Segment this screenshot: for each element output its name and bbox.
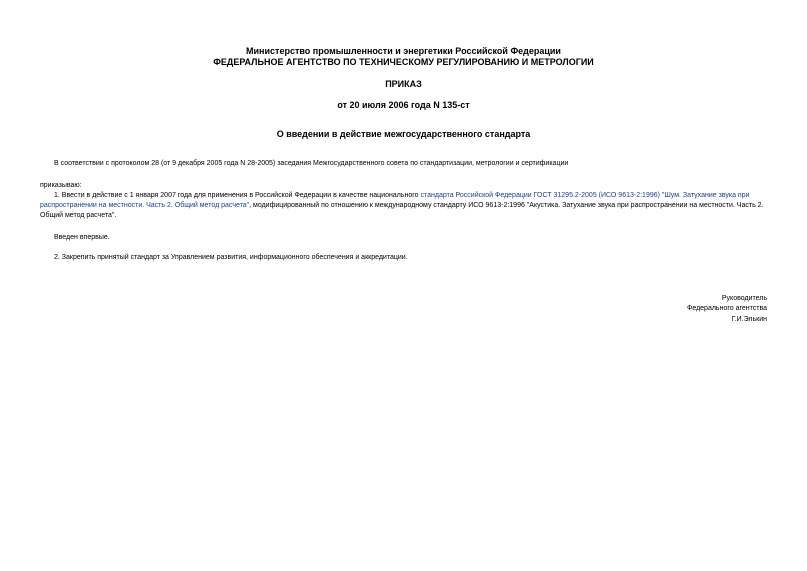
signature-role: Руководитель [721, 295, 767, 302]
first-time-note: Введен впервые. [54, 234, 110, 241]
signature-name: Г.И.Элькин [731, 316, 767, 323]
item-1-text: 1. Ввести в действие с 1 января 2007 года для применения в Российской Федерации в качестве национального [54, 192, 421, 199]
intro-paragraph: В соответствии с протоколом 28 (от 9 декабря 2005 года N 28-2005) заседания Межгосударственного совета по стандартизации, метрологии и сертификации [54, 160, 569, 167]
ministry-heading: Министерство промышленности и энергетики Российской Федерации [246, 46, 561, 56]
standard-link[interactable]: стандарта Российской Федерации ГОСТ 31295.2-2005 (ИСО 9613-2:1996) "Шум. Затухание звука при распространении на местности. Часть 2. Общий метод расчета" [40, 192, 750, 209]
signature-org: Федерального агентства [687, 305, 767, 312]
document-date-number: от 20 июля 2006 года N 135-ст [337, 100, 470, 110]
order-word: приказываю: [40, 182, 82, 189]
item-2-paragraph: 2. Закрепить принятый стандарт за Управлением развития, информационного обеспечения и аккредитации. [54, 254, 408, 261]
item-1-paragraph [40, 191, 770, 221]
agency-heading: ФЕДЕРАЛЬНОЕ АГЕНТСТВО ПО ТЕХНИЧЕСКОМУ РЕГУЛИРОВАНИЮ И МЕТРОЛОГИИ [213, 57, 594, 67]
document-type: ПРИКАЗ [385, 79, 422, 89]
item-1-text-end: , модифицированный по отношению к международному стандарту ИСО 9613-2:1996 "Акустика. Затухание звука при распространении на местности. Часть 2. Общий метод расчета". [40, 202, 764, 219]
document-subject: О введении в действие межгосударственного стандарта [276, 129, 531, 139]
